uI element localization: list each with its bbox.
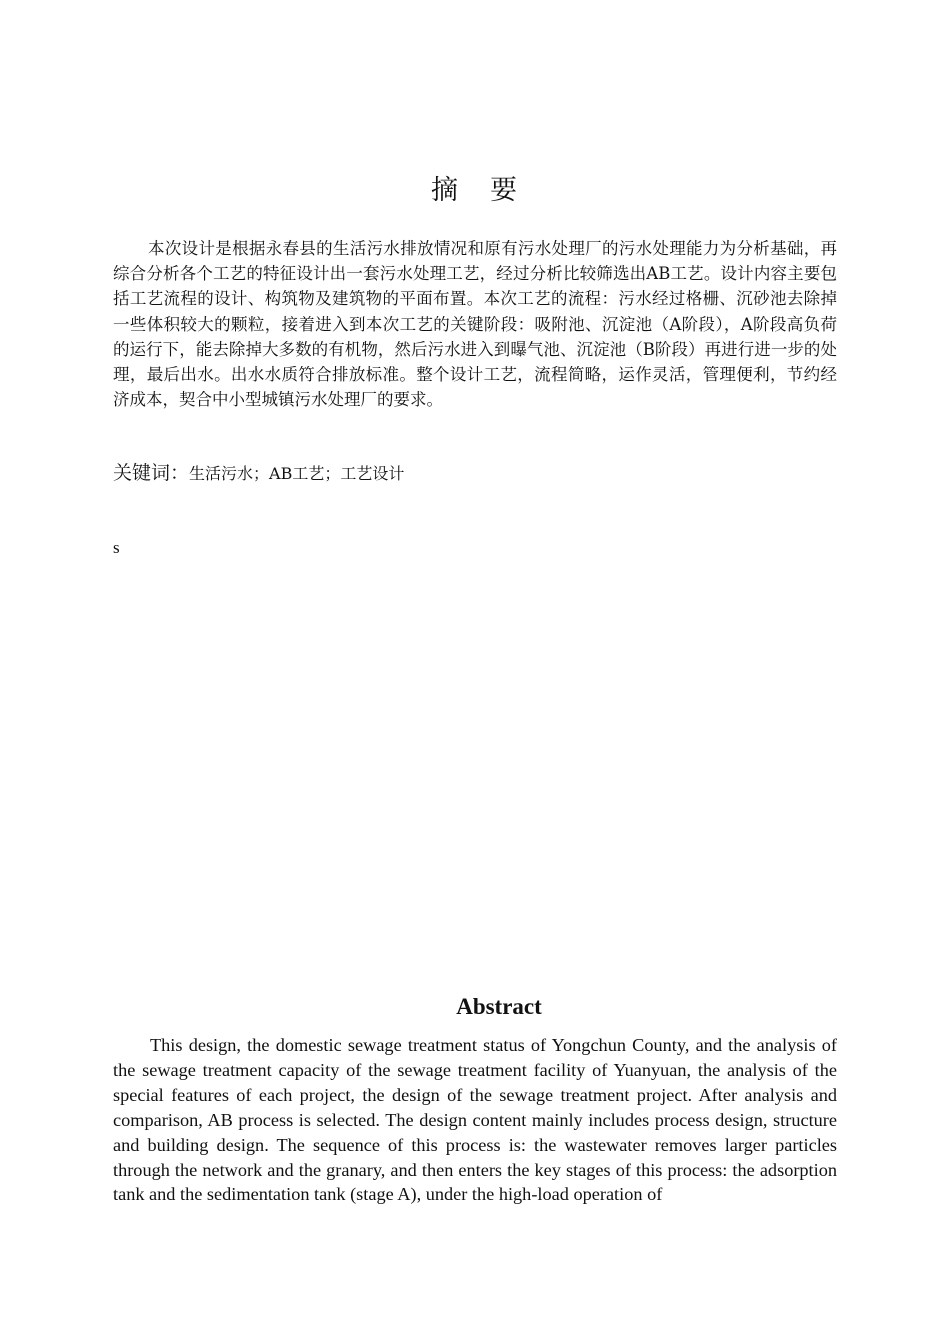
stray-character: s: [113, 538, 120, 557]
english-abstract-title: Abstract: [456, 994, 542, 1019]
title-char-2: 要: [490, 175, 519, 206]
chinese-abstract-body: 本次设计是根据永春县的生活污水排放情况和原有污水处理厂的污水处理能力为分析基础，再综合分析各个工艺的特征设计出一套污水处理工艺，经过分析比较筛选出AB工艺。设计内容主要包括工艺流程的设计、构筑物及建筑物的平面布置。本次工艺的流程：污水经过格栅、沉砂池去除掉一些体积较大的颗粒，接着进入到本次工艺的关键阶段：吸附池、沉淀池（A阶段），A阶段高负荷的运行下，能去除掉大多数的有机物，然后污水进入到曝气池、沉淀池（B阶段）再进行进一步的处理，最后出水。出水水质符合排放标准。整个设计工艺，流程简略，运作灵活，管理便利，节约经济成本，契合中小型城镇污水处理厂的要求。: [113, 239, 837, 410]
keywords-label: 关键词：: [113, 462, 190, 484]
title-char-1: 摘: [431, 175, 460, 206]
keywords-text: 生活污水；AB工艺；工艺设计: [189, 464, 405, 483]
english-abstract-body: This design, the domestic sewage treatment status of Yongchun County, and the analysis of the sewage treatment capacity of the sewage treatment facility of Yuanyuan, the analysis of the special features of each project, the design of the sewage treatment project. After analysis and comparison, AB process is selected. The design content mainly includes process design, structure and building design. The sequence of this process is: the wastewater removes larger particles through the network and the granary, and then enters the key stages of this process: the adsorption tank and the sedimentation tank (stage A), under the high-load operation of: [113, 1035, 837, 1205]
chinese-keywords: [113, 460, 837, 488]
chinese-abstract-title: [0, 168, 950, 207]
